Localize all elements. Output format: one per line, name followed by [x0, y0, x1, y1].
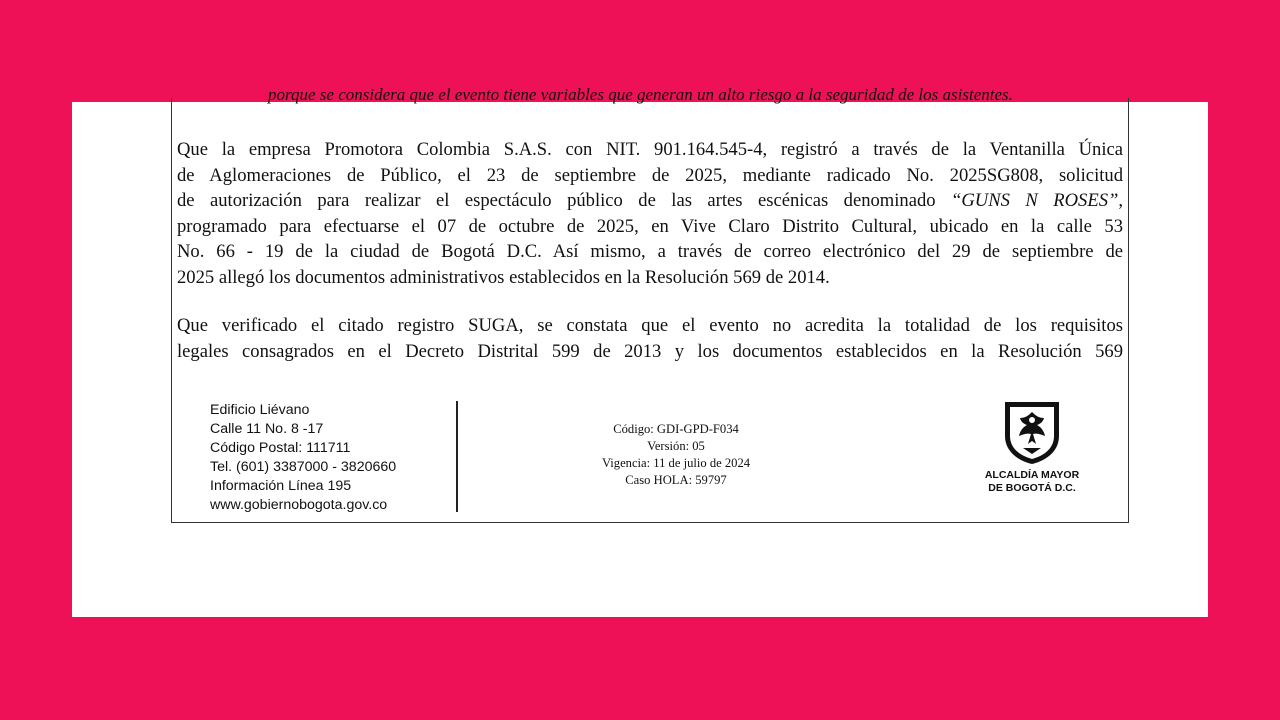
paragraph-line: 2025 allegó los documentos administrativos establecidos en la Resolución 569 de 2014.: [177, 266, 830, 288]
document-version: Versión: 05: [647, 439, 705, 453]
footer-divider: [456, 401, 458, 512]
paragraph-line: Que verificado el citado registro SUGA, se constata que el evento no acredita la totalidad de los requisitos: [177, 315, 1123, 336]
document-sheet: [72, 85, 1208, 617]
logo-text: [980, 469, 1084, 495]
document-page: [171, 85, 1129, 523]
paragraph-registration: [177, 137, 1123, 291]
logo-line-2: DE BOGOTÁ D.C.: [988, 482, 1076, 494]
address-building: Edificio Liévano: [210, 402, 310, 418]
line-text: de autorización para realizar el espectáculo público de las artes escénicas denominado: [177, 190, 952, 212]
case-number: Caso HOLA: 59797: [625, 473, 727, 487]
paragraph-line: No. 66 - 19 de la ciudad de Bogotá D.C. Así mismo, a través de correo electrónico del 29 de septiembre de: [177, 241, 1123, 263]
address-postal-code: Código Postal: 111711: [210, 440, 351, 456]
address-phone: Tel. (601) 3387000 - 3820660: [210, 459, 397, 475]
paragraph-line: [177, 188, 1123, 214]
document-validity: Vigencia: 11 de julio de 2024: [601, 456, 751, 470]
logo-line-1: ALCALDÍA MAYOR: [984, 469, 1080, 481]
paragraph-line: programado para efectuarse el 07 de octubre de 2025, en Vive Claro Distrito Cultural, ubicado en la calle 53: [177, 215, 1123, 237]
address-info-line: Información Línea 195: [210, 478, 352, 494]
paragraph-line: Que la empresa Promotora Colombia S.A.S. con NIT. 901.164.545-4, registró a través de la Ventanilla Única: [177, 139, 1123, 160]
paragraph-line: de Aglomeraciones de Público, el 23 de septiembre de 2025, mediante radicado No. 2025SG808, solicitud: [177, 164, 1123, 186]
line-punctuation: ,: [1118, 190, 1123, 212]
footer-document-codes: [572, 421, 780, 489]
event-name: “GUNS N ROSES”: [951, 190, 1119, 212]
document-code: Código: GDI-GPD-F034: [613, 422, 739, 436]
paragraph-verification: [177, 313, 1123, 364]
cropped-text-line: porque se considera que el evento tiene variables que generan un alto riesgo a la seguridad de los asistentes.: [268, 85, 1013, 104]
address-street: Calle 11 No. 8 -17: [210, 421, 324, 437]
alcaldia-logo: [980, 398, 1084, 495]
address-website: www.gobiernobogota.gov.co: [210, 497, 388, 513]
paragraph-line: legales consagrados en el Decreto Distrital 599 de 2013 y los documentos establecidos en la Resolución 569: [177, 340, 1123, 362]
footer-address: [210, 401, 396, 515]
bogota-crest-icon: [1001, 398, 1063, 466]
